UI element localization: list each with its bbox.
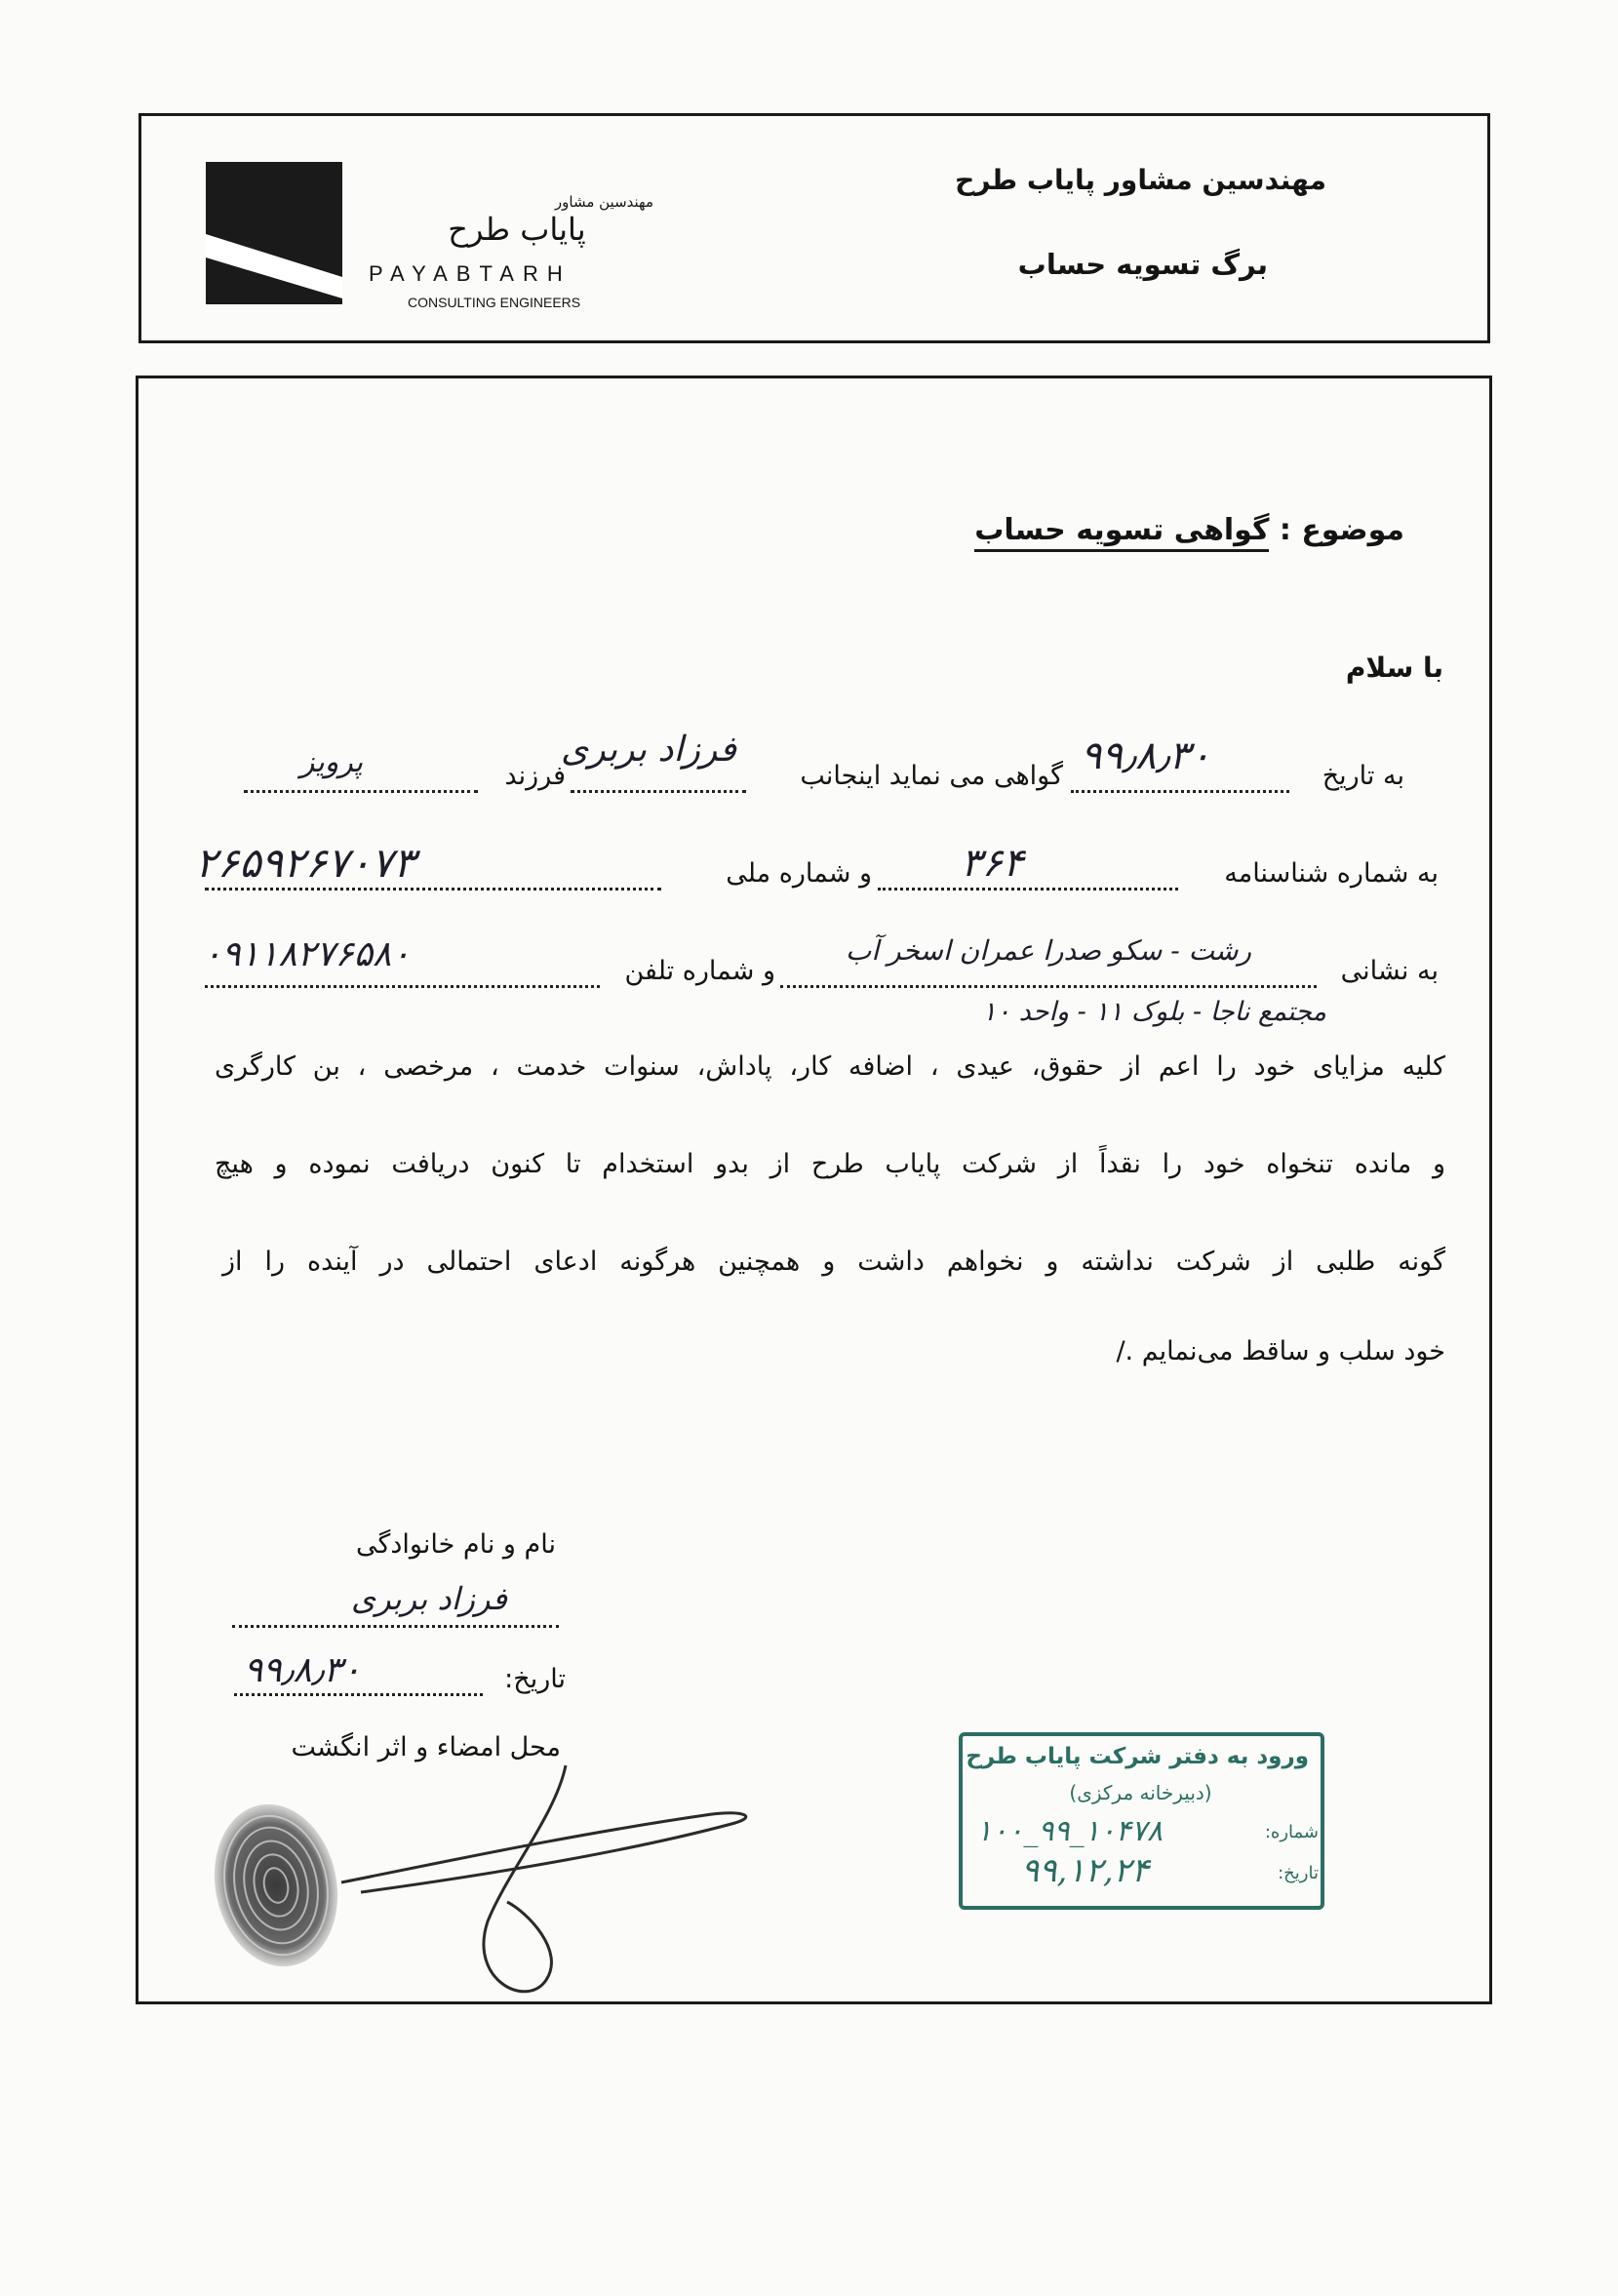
date-prefix-label: به تاریخ [1322, 761, 1404, 791]
body-line-4: خود سلب و ساقط می‌نمایم ./ [1116, 1336, 1445, 1366]
national-id-handwritten: ۲۶۵۹۲۶۷۰۷۳ [195, 839, 415, 887]
id-number-label: به شماره شناسنامه [1224, 858, 1439, 889]
stamp-date-label: تاریخ: [1278, 1863, 1319, 1883]
father-dotted-line [244, 790, 478, 793]
child-of-label: فرزند [504, 761, 566, 791]
signature-name-dotted-line [232, 1625, 559, 1628]
national-id-label: و شماره ملی [726, 858, 872, 889]
handwritten-signature [322, 1756, 780, 2019]
address-handwritten-line2: مجتمع ناجا - بلوک ۱۱ - واحد ۱۰ [981, 997, 1326, 1027]
signature-name-label: نام و نام خانوادگی [356, 1529, 556, 1560]
stamp-number-value: ۱۰۰_۹۹_۱۰۴۷۸ [976, 1814, 1164, 1848]
address-dotted-line [780, 985, 1317, 988]
signature-date-dotted-line [234, 1693, 483, 1696]
body-line-2: و مانده تنخواه خود را نقداً از شرکت پایاب طرح از بدو استخدام تا کنون دریافت نموده و هیچ [215, 1149, 1445, 1179]
address-label: به نشانی [1340, 956, 1439, 986]
date-handwritten: ۹۹٫۸٫۳۰ [1081, 733, 1211, 778]
signature-place-label: محل امضاء و اثر انگشت [291, 1732, 561, 1762]
body-line-1: کلیه مزایای خود را اعم از حقوق، عیدی ، اضافه کار، پاداش، سنوات خدمت ، مرخصی ، بن کارگری [215, 1051, 1445, 1082]
certify-text: گواهی می نماید اینجانب [800, 761, 1063, 791]
logo-subtitle: CONSULTING ENGINEERS [408, 295, 581, 310]
logo-latin-name: PAYABTARH [369, 261, 572, 286]
phone-handwritten: ۰۹۱۱۸۲۷۶۵۸۰ [203, 934, 411, 974]
stamp-title: ورود به دفتر شرکت پایاب طرح [966, 1744, 1309, 1769]
subject-text: گواهی تسویه حساب [974, 513, 1269, 552]
logo-persian-name: پایاب طرح [448, 211, 586, 248]
stamp-date-value: ۹۹,۱۲,۲۴ [1021, 1851, 1150, 1890]
name-handwritten: فرزاد بربری [561, 730, 736, 770]
company-logo-mark [206, 162, 342, 304]
id-number-handwritten: ۳۶۴ [961, 841, 1024, 886]
date-dotted-line [1071, 790, 1289, 793]
stamp-subtitle: (دبیرخانه مرکزی) [1069, 1781, 1212, 1804]
registration-stamp [959, 1732, 1324, 1910]
company-title: مهندسین مشاور پایاب طرح [955, 164, 1326, 196]
phone-dotted-line [205, 985, 600, 988]
national-id-dotted-line [205, 888, 661, 891]
signature-name-handwritten: فرزاد بربری [351, 1580, 507, 1617]
signature-date-handwritten: ۹۹٫۸٫۳۰ [244, 1650, 362, 1690]
father-handwritten: پرویز [299, 745, 364, 779]
phone-label: و شماره تلفن [624, 956, 775, 986]
greeting: با سلام [1345, 652, 1443, 684]
logo-small-text: مهندسین مشاور [554, 193, 653, 211]
id-number-dotted-line [878, 888, 1178, 891]
stamp-number-label: شماره: [1264, 1822, 1319, 1842]
body-line-3: گونه طلبی از شرکت نداشته و نخواهم داشت و همچنین هرگونه ادعای احتمالی در آینده را از [222, 1247, 1445, 1277]
logo-stripe-graphic [206, 162, 342, 304]
name-dotted-line [571, 790, 746, 793]
form-title: برگ تسویه حساب [1017, 248, 1268, 281]
subject-label: موضوع : [1279, 513, 1404, 547]
address-handwritten: رشت - سکو صدرا عمران اسخر آب [845, 934, 1252, 967]
subject-line [897, 513, 1404, 547]
signature-date-label: تاریخ: [504, 1664, 566, 1694]
